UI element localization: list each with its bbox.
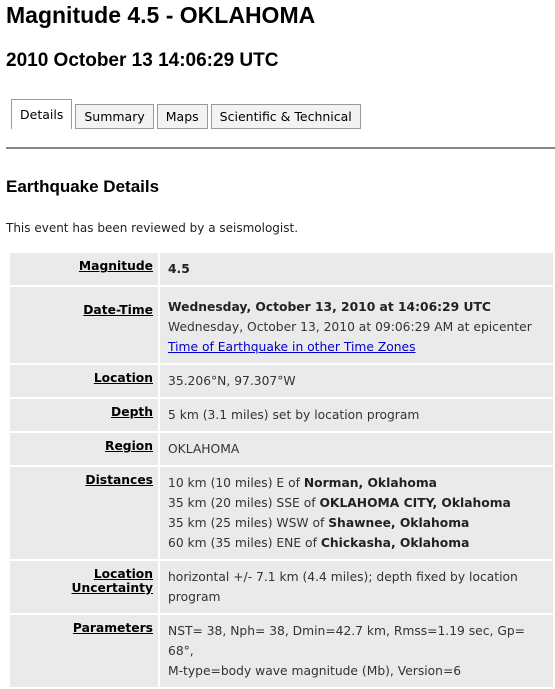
details-table xyxy=(8,251,555,689)
distance-item: 35 km (25 miles) WSW of Shawnee, Oklahoma xyxy=(168,516,470,530)
magnitude-label-link[interactable]: Magnitude xyxy=(78,259,153,273)
tab-details[interactable]: Details xyxy=(11,99,72,129)
distances-label-link[interactable]: Distances xyxy=(85,473,153,487)
date-time-label-link[interactable]: Date-Time xyxy=(83,303,153,317)
row-magnitude xyxy=(10,253,553,285)
row-date-time xyxy=(10,287,553,363)
distance-item: 60 km (35 miles) ENE of Chickasha, Oklahoma xyxy=(168,536,470,550)
tab-maps[interactable]: Maps xyxy=(157,104,208,129)
location-value: 35.206°N, 97.307°W xyxy=(168,374,296,388)
time-zones-link[interactable]: Time of Earthquake in other Time Zones xyxy=(168,340,416,354)
row-region xyxy=(10,433,553,465)
row-parameters xyxy=(10,615,553,687)
divider xyxy=(6,147,555,149)
row-depth xyxy=(10,399,553,431)
row-distances xyxy=(10,467,553,559)
location-label-link[interactable]: Location xyxy=(93,371,153,385)
date-time-utc: Wednesday, October 13, 2010 at 14:06:29 UTC xyxy=(168,300,491,314)
location-uncertainty-label-link[interactable]: Location Uncertainty xyxy=(71,567,153,595)
tab-scientific-technical[interactable]: Scientific & Technical xyxy=(211,104,361,129)
tab-bar xyxy=(11,99,364,129)
tab-summary[interactable]: Summary xyxy=(75,104,153,129)
depth-label-link[interactable]: Depth xyxy=(111,405,153,419)
depth-value: 5 km (3.1 miles) set by location program xyxy=(168,408,420,422)
row-location xyxy=(10,365,553,397)
review-note: This event has been reviewed by a seismologist. xyxy=(6,221,299,235)
page-title: Magnitude 4.5 - OKLAHOMA xyxy=(6,2,316,28)
date-time-local: Wednesday, October 13, 2010 at 09:06:29 AM at epicenter xyxy=(168,320,532,334)
parameters-label-link[interactable]: Parameters xyxy=(72,621,153,635)
page-subtitle: 2010 October 13 14:06:29 UTC xyxy=(6,50,279,71)
row-location-uncertainty xyxy=(10,561,553,613)
region-label-link[interactable]: Region xyxy=(104,439,153,453)
parameters-line-2: M-type=body wave magnitude (Mb), Version=6 xyxy=(168,664,462,678)
distance-item: 35 km (20 miles) SSE of OKLAHOMA CITY, Oklahoma xyxy=(168,496,511,510)
region-value: OKLAHOMA xyxy=(168,442,240,456)
magnitude-value: 4.5 xyxy=(168,262,190,276)
location-uncertainty-value: horizontal +/- 7.1 km (4.4 miles); depth fixed by location program xyxy=(168,570,518,604)
parameters-line-1: NST= 38, Nph= 38, Dmin=42.7 km, Rmss=1.19 sec, Gp= 68°, xyxy=(168,624,525,658)
section-heading: Earthquake Details xyxy=(6,177,160,196)
distance-item: 10 km (10 miles) E of Norman, Oklahoma xyxy=(168,476,437,490)
